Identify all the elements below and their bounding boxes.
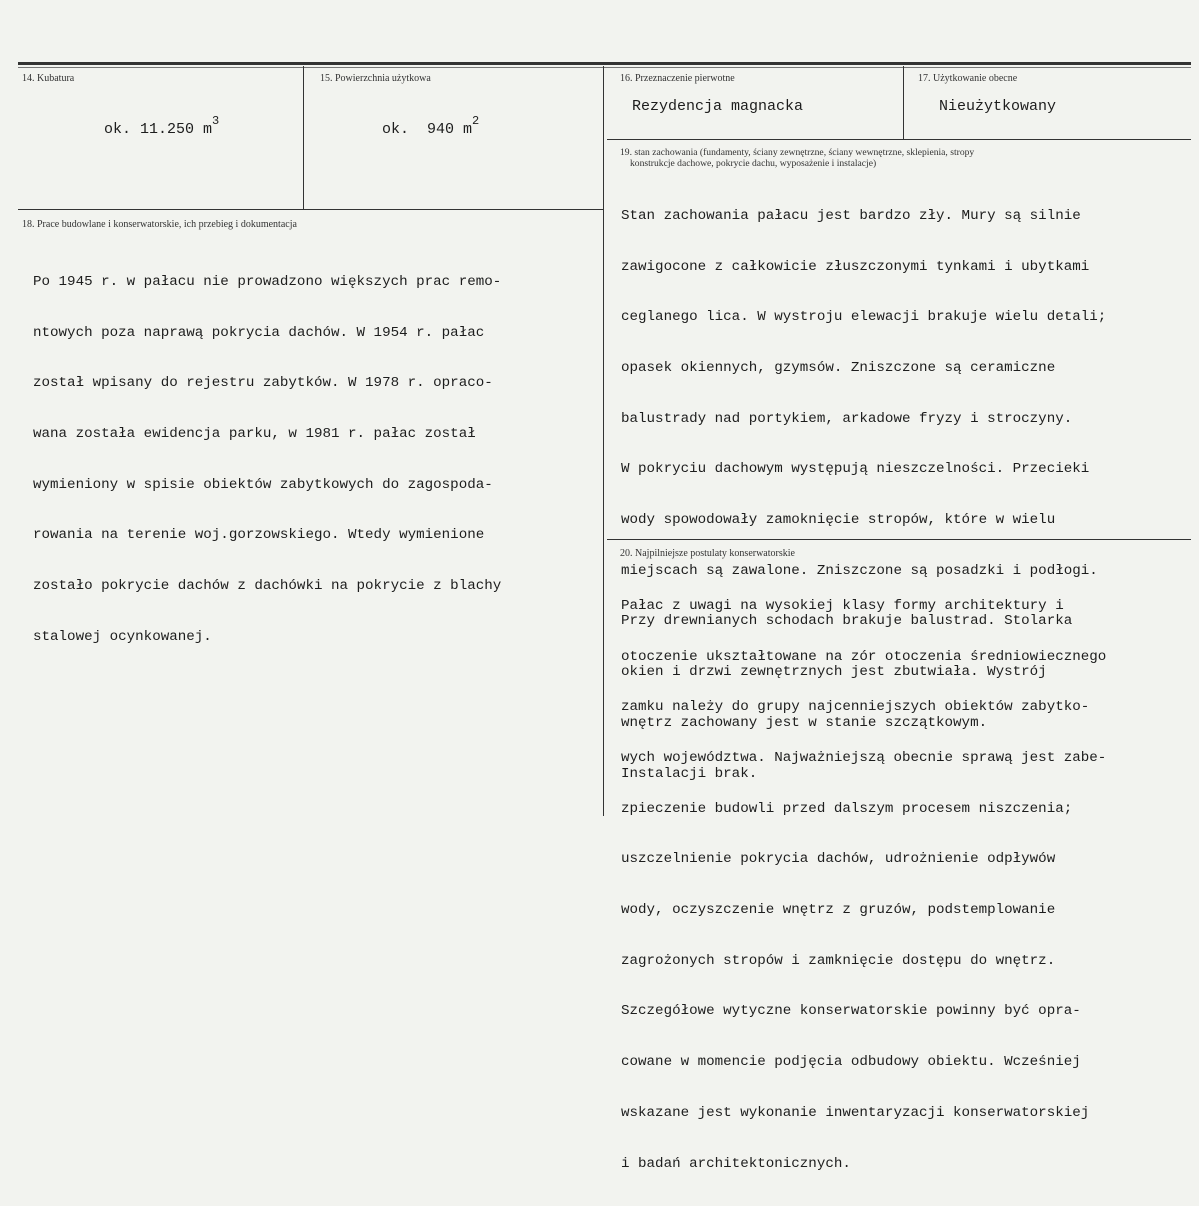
divider-16-17: [903, 66, 904, 140]
text-line: Stan zachowania pałacu jest bardzo zły. Mury są silnie: [621, 207, 1081, 224]
field-16-label: 16. Przeznaczenie pierwotne: [620, 73, 735, 84]
center-divider: [603, 66, 604, 816]
text-line: stalowej ocynkowanej.: [33, 628, 212, 645]
text-line: zpieczenie budowli przed dalszym procesem niszczenia;: [621, 800, 1073, 817]
field-20-text: [621, 564, 1106, 1206]
text-line: miejscach są zawalone. Zniszczone są posadzki i podłogi.: [621, 562, 1098, 579]
field-19-label-line1: 19. stan zachowania (fundamenty, ściany zewnętrzne, ściany wewnętrzne, sklepienia, stropy: [620, 147, 975, 158]
text-line: Instalacji brak.: [621, 765, 758, 782]
field-15-value: [382, 114, 479, 138]
field-14-unit-sup: 3: [212, 114, 220, 128]
field-18-text: [33, 240, 501, 679]
field-14-label: 14. Kubatura: [22, 73, 75, 84]
field-18-label: 18. Prace budowlane i konserwatorskie, ich przebieg i dokumentacja: [22, 219, 297, 230]
text-line: cowane w momencie podjęcia odbudowy obiektu. Wcześniej: [621, 1054, 1081, 1071]
text-line: wody spowodowały zamoknięcie stropów, które w wielu: [621, 512, 1056, 529]
field-20-label: 20. Najpilniejsze postulaty konserwatorskie: [620, 548, 795, 559]
text-line: uszczelnienie pokrycia dachów, udrożnienie odpływów: [621, 851, 1056, 868]
text-line: wych województwa. Najważniejszą obecnie sprawą jest zabe-: [621, 749, 1107, 766]
text-line: zagrożonych stropów i zamknięcie dostępu do wnętrz.: [621, 952, 1056, 969]
rule-under-16-17: [607, 139, 1191, 140]
text-line: opasek okiennych, gzymsów. Zniszczone są ceramiczne: [621, 359, 1056, 376]
text-line: balustrady nad portykiem, arkadowe fryzy i stroczyny.: [621, 410, 1073, 427]
text-line: Przy drewnianych schodach brakuje balustrad. Stolarka: [621, 613, 1073, 630]
top-rule: [18, 62, 1191, 65]
text-line: wskazane jest wykonanie inwentaryzacji konserwatorskiej: [621, 1104, 1090, 1121]
text-line: Po 1945 r. w pałacu nie prowadzono większych prac remo-: [33, 273, 502, 290]
field-19-label-line2: konstrukcje dachowe, pokrycie dachu, wyposażenie i instalacje): [630, 158, 877, 169]
text-line: ntowych poza naprawą pokrycia dachów. W 1954 r. pałac: [33, 324, 485, 341]
text-line: wnętrz zachowany jest w stanie szczątkowym.: [621, 714, 988, 731]
field-15-label: 15. Powierzchnia użytkowa: [320, 73, 431, 84]
text-line: wody, oczyszczenie wnętrz z gruzów, podstemplowanie: [621, 902, 1056, 919]
field-16-value: Rezydencja magnacka: [632, 98, 804, 115]
text-line: został wpisany do rejestru zabytków. W 1978 r. opraco-: [33, 375, 493, 392]
field-14-value: [104, 114, 219, 138]
text-line: Pałac z uwagi na wysokiej klasy formy architektury i: [621, 597, 1064, 614]
text-line: zostało pokrycie dachów z dachówki na pokrycie z blachy: [33, 578, 502, 595]
top-rule-thin: [18, 67, 1191, 68]
field-15-unit-sup: 2: [472, 114, 480, 128]
divider-14-15: [303, 66, 304, 210]
rule-under-14-15: [18, 209, 603, 210]
text-line: i badań architektonicznych.: [621, 1155, 851, 1172]
text-line: zawigocone z całkowicie złuszczonymi tynkami i ubytkami: [621, 258, 1090, 275]
field-17-label: 17. Użytkowanie obecne: [918, 73, 1018, 84]
text-line: okien i drzwi zewnętrznych jest zbutwiała. Wystrój: [621, 664, 1047, 681]
field-14-value-text: ok. 11.250 m: [104, 121, 213, 138]
text-line: zamku należy do grupy najcenniejszych obiektów zabytko-: [621, 699, 1090, 716]
field-17-value: Nieużytkowany: [939, 98, 1057, 115]
text-line: Szczegółowe wytyczne konserwatorskie powinny być opra-: [621, 1003, 1081, 1020]
field-15-value-text: ok. 940 m: [382, 121, 473, 138]
text-line: wymieniony w spisie obiektów zabytkowych do zagospoda-: [33, 476, 493, 493]
text-line: W pokryciu dachowym występują nieszczelności. Przecieki: [621, 461, 1090, 478]
text-line: ceglanego lica. W wystroju elewacji brakuje wielu detali;: [621, 309, 1107, 326]
text-line: wana została ewidencja parku, w 1981 r. pałac został: [33, 425, 476, 442]
text-line: rowania na terenie woj.gorzowskiego. Wtedy wymienione: [33, 527, 485, 544]
text-line: otoczenie ukształtowane na zór otoczenia średniowiecznego: [621, 648, 1107, 665]
